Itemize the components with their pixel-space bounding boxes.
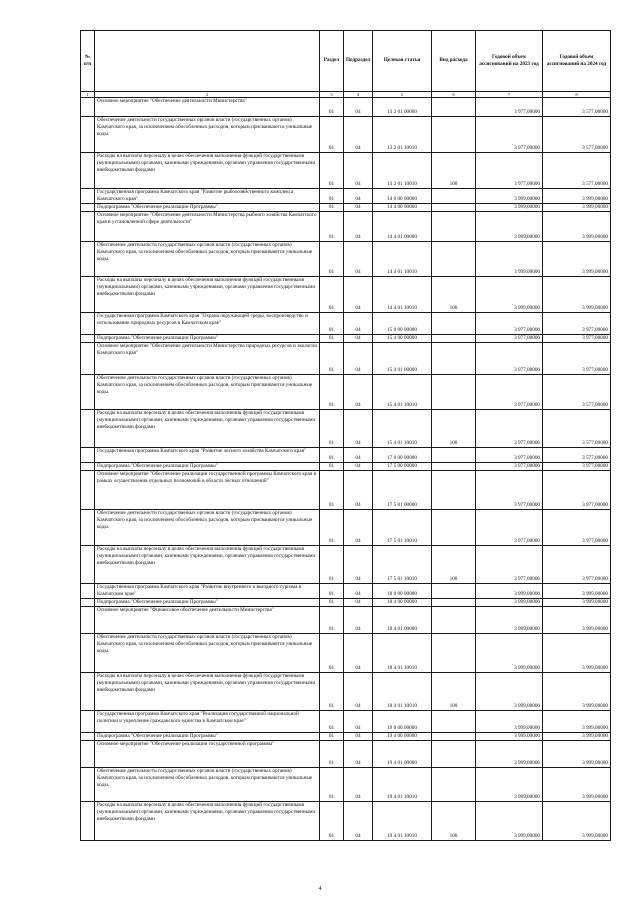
table-row [81,510,611,546]
name-cell: Подпрограмма "Обеспечение реализации Программы" [95,204,320,212]
table-row [81,584,611,599]
expense-type-cell [432,584,476,599]
volume-2023-cell: 3 999,00000 [476,733,543,741]
table-row [81,212,611,242]
table-row [81,375,611,410]
razdel-cell: 01 [320,510,344,546]
target-article-cell: 13 2 01 00000 [373,98,432,117]
podrazdel-cell: 04 [344,375,373,410]
table-row [81,277,611,313]
volume-2023-cell: 3 999,00000 [476,204,543,212]
expense-type-cell [432,607,476,634]
podrazdel-cell: 04 [344,607,373,634]
expense-type-cell [432,448,476,463]
volume-2024-cell: 3 577,00000 [543,98,611,117]
volume-2023-cell: 3 977,00000 [476,510,543,546]
header-expense-type: Вид расхода [432,31,476,92]
expense-type-cell [432,741,476,768]
num-cell [81,471,95,510]
podrazdel-cell: 04 [344,242,373,277]
razdel-cell: 01 [320,153,344,189]
table-row [81,471,611,510]
volume-2023-cell: 3 977,00000 [476,98,543,117]
target-article-cell: 17 0 00 00000 [373,448,432,463]
target-article-cell: 15 4 01 10010 [373,375,432,410]
num-cell [81,768,95,802]
budget-table [80,30,611,841]
column-number: 3 [320,92,344,98]
name-cell: Государственная программа Камчатского края "Охрана окружающей среды, воспроизводство и использование природных ресурсов в Камчатском крае" [95,313,320,335]
name-cell: Подпрограмма "Обеспечение реализации Программы" [95,463,320,471]
volume-2024-cell: 3 977,00000 [543,510,611,546]
column-number: 5 [373,92,432,98]
podrazdel-cell: 04 [344,153,373,189]
razdel-cell: 01 [320,741,344,768]
table-row [81,448,611,463]
target-article-cell: 14 4 01 00000 [373,212,432,242]
expense-type-cell [432,599,476,607]
column-number: 8 [543,92,611,98]
volume-2023-cell: 3 977,00000 [476,117,543,153]
table-row [81,242,611,277]
target-article-cell: 19 4 01 10010 [373,802,432,841]
name-cell: Подпрограмма "Обеспечение реализации Программы" [95,733,320,741]
volume-2023-cell: 3 999,00000 [476,277,543,313]
podrazdel-cell: 04 [344,410,373,448]
num-cell [81,153,95,189]
razdel-cell: 01 [320,117,344,153]
expense-type-cell [432,471,476,510]
name-cell: Основное мероприятие "Обеспечение деятельности Министерства рыбного хозяйства Камчатского края в установленной сфере деятельности" [95,212,320,242]
num-cell [81,711,95,733]
volume-2024-cell: 3 999,00000 [543,204,611,212]
podrazdel-cell: 04 [344,741,373,768]
expense-type-cell [432,375,476,410]
volume-2024-cell: 3 999,00000 [543,607,611,634]
volume-2023-cell: 3 999,00000 [476,212,543,242]
razdel-cell: 01 [320,98,344,117]
expense-type-cell [432,212,476,242]
target-article-cell: 19 4 00 00000 [373,733,432,741]
volume-2024-cell: 3 977,00000 [543,343,611,375]
column-number: 4 [344,92,373,98]
num-cell [81,410,95,448]
volume-2023-cell: 3 999,00000 [476,711,543,733]
volume-2024-cell: 3 999,00000 [543,741,611,768]
budget-table-sheet [80,30,610,841]
volume-2023-cell: 3 999,00000 [476,802,543,841]
target-article-cell: 14 4 01 10010 [373,242,432,277]
name-cell: Государственная программа Камчатского края "Развитие лесного хозяйства Камчатского края" [95,448,320,463]
num-cell [81,733,95,741]
table-row [81,768,611,802]
razdel-cell: 01 [320,607,344,634]
razdel-cell: 01 [320,189,344,204]
num-cell [81,463,95,471]
num-cell [81,802,95,841]
expense-type-cell [432,510,476,546]
num-cell [81,212,95,242]
volume-2023-cell: 3 977,00000 [476,448,543,463]
num-cell [81,673,95,711]
razdel-cell: 01 [320,711,344,733]
expense-type-cell [432,634,476,673]
name-cell: Расходы на выплаты персоналу в целях обеспечения выполнения функций государственными (муниципальными) органами, казенными учреждениями, органами управления государственными внебюджетными фондами [95,410,320,448]
num-cell [81,343,95,375]
table-row [81,410,611,448]
num-cell [81,607,95,634]
expense-type-cell [432,242,476,277]
name-cell: Подпрограмма "Обеспечение реализации Программы" [95,335,320,343]
volume-2024-cell: 3 999,00000 [543,634,611,673]
table-row [81,607,611,634]
volume-2024-cell: 3 577,00000 [543,117,611,153]
target-article-cell: 18 0 00 00000 [373,584,432,599]
header-row [81,31,611,92]
table-row [81,189,611,204]
razdel-cell: 01 [320,212,344,242]
volume-2023-cell: 3 977,00000 [476,463,543,471]
header-razdel: Раздел [320,31,344,92]
table-row [81,673,611,711]
razdel-cell: 01 [320,599,344,607]
table-row [81,98,611,117]
volume-2023-cell: 3 999,00000 [476,242,543,277]
num-cell [81,448,95,463]
target-article-cell: 18 4 01 10010 [373,634,432,673]
num-cell [81,313,95,335]
expense-type-cell [432,204,476,212]
volume-2023-cell: 3 999,00000 [476,741,543,768]
target-article-cell: 17 5 01 00000 [373,471,432,510]
target-article-cell: 14 4 01 10010 [373,277,432,313]
expense-type-cell [432,313,476,335]
podrazdel-cell: 04 [344,343,373,375]
table-row [81,634,611,673]
expense-type-cell: 100 [432,673,476,711]
name-cell: Государственная программа Камчатского края "Реализация государственной национальной политики и укрепление гражданского единства в Камчатском крае" [95,711,320,733]
razdel-cell: 01 [320,463,344,471]
volume-2023-cell: 3 999,00000 [476,599,543,607]
table-row [81,343,611,375]
podrazdel-cell: 04 [344,733,373,741]
podrazdel-cell: 04 [344,212,373,242]
num-cell [81,584,95,599]
num-cell [81,335,95,343]
volume-2024-cell: 3 977,00000 [543,546,611,584]
target-article-cell: 15 4 01 00000 [373,343,432,375]
num-cell [81,277,95,313]
target-article-cell: 15 0 00 00000 [373,313,432,335]
podrazdel-cell: 04 [344,117,373,153]
target-article-cell: 19 4 01 00000 [373,741,432,768]
volume-2024-cell: 3 977,00000 [543,471,611,510]
podrazdel-cell: 04 [344,277,373,313]
target-article-cell: 18 4 01 00000 [373,607,432,634]
expense-type-cell: 100 [432,546,476,584]
table-row [81,599,611,607]
expense-type-cell [432,733,476,741]
name-cell: Обеспечение деятельности государственных органов власти (государственных органов) Камчатского края, за исключением обособленных расходов, которым присваиваются уникальные коды. [95,634,320,673]
expense-type-cell [432,335,476,343]
table-row [81,153,611,189]
target-article-cell: 17 5 01 10010 [373,546,432,584]
expense-type-cell [432,463,476,471]
volume-2024-cell: 3 999,00000 [543,242,611,277]
podrazdel-cell: 04 [344,768,373,802]
podrazdel-cell: 04 [344,313,373,335]
num-cell [81,546,95,584]
razdel-cell: 01 [320,448,344,463]
volume-2023-cell: 3 999,00000 [476,768,543,802]
name-cell: Подпрограмма "Обеспечение реализации Программы" [95,599,320,607]
podrazdel-cell: 04 [344,802,373,841]
name-cell: Расходы на выплаты персоналу в целях обеспечения выполнения функций государственными (муниципальными) органами, казенными учреждениями, органами управления государственными внебюджетными фондами [95,153,320,189]
podrazdel-cell: 04 [344,448,373,463]
volume-2024-cell: 3 977,00000 [543,313,611,335]
volume-2024-cell: 3 577,00000 [543,448,611,463]
volume-2024-cell: 3 999,00000 [543,189,611,204]
column-number: 1 [81,92,95,98]
expense-type-cell: 100 [432,277,476,313]
table-row [81,733,611,741]
podrazdel-cell: 04 [344,546,373,584]
podrazdel-cell: 04 [344,189,373,204]
podrazdel-cell: 04 [344,204,373,212]
podrazdel-cell: 04 [344,634,373,673]
header-name [95,31,320,92]
num-cell [81,510,95,546]
table-row [81,463,611,471]
num-cell [81,599,95,607]
volume-2023-cell: 3 999,00000 [476,584,543,599]
column-number: 6 [432,92,476,98]
name-cell: Обеспечение деятельности государственных органов власти (государственных органов) Камчатского края, за исключением обособленных расходов, которым присваиваются уникальные коды. [95,768,320,802]
num-cell [81,117,95,153]
name-cell: Обеспечение деятельности государственных органов власти (государственных органов) Камчатского края, за исключением обособленных расходов, которым присваиваются уникальные коды. [95,242,320,277]
podrazdel-cell: 04 [344,471,373,510]
volume-2024-cell: 3 999,00000 [543,212,611,242]
volume-2023-cell: 3 977,00000 [476,546,543,584]
table-body [81,98,611,841]
table-row [81,711,611,733]
volume-2024-cell: 3 577,00000 [543,410,611,448]
expense-type-cell [432,768,476,802]
volume-2024-cell: 3 999,00000 [543,711,611,733]
volume-2023-cell: 3 999,00000 [476,189,543,204]
razdel-cell: 01 [320,802,344,841]
num-cell [81,242,95,277]
name-cell: Основное мероприятие "Обеспечение реализации государственной программы" [95,741,320,768]
razdel-cell: 01 [320,204,344,212]
podrazdel-cell: 04 [344,599,373,607]
volume-2023-cell: 3 977,00000 [476,471,543,510]
razdel-cell: 01 [320,546,344,584]
volume-2024-cell: 3 999,00000 [543,733,611,741]
name-cell: Обеспечение деятельности государственных органов власти (государственных органов) Камчатского края, за исключением обособленных расходов, которым присваиваются уникальные коды. [95,510,320,546]
razdel-cell: 01 [320,471,344,510]
volume-2023-cell: 3 999,00000 [476,607,543,634]
expense-type-cell [432,343,476,375]
name-cell: Обеспечение деятельности государственных органов власти (государственных органов) Камчатского края, за исключением обособленных расходов, которым присваиваются уникальные коды. [95,117,320,153]
podrazdel-cell: 04 [344,510,373,546]
razdel-cell: 01 [320,673,344,711]
target-article-cell: 17 5 00 00000 [373,463,432,471]
target-article-cell: 13 2 01 10010 [373,153,432,189]
podrazdel-cell: 04 [344,98,373,117]
expense-type-cell: 100 [432,153,476,189]
target-article-cell: 18 4 00 00000 [373,599,432,607]
table-row [81,546,611,584]
name-cell: Основное мероприятие "Обеспечение деятельности Министерства" [95,98,320,117]
podrazdel-cell: 04 [344,335,373,343]
name-cell: Расходы на выплаты персоналу в целях обеспечения выполнения функций государственными (муниципальными) органами, казенными учреждениями, органами управления государственными внебюджетными фондами [95,802,320,841]
razdel-cell: 01 [320,584,344,599]
table-row [81,117,611,153]
expense-type-cell [432,711,476,733]
table-row [81,802,611,841]
volume-2024-cell: 3 977,00000 [543,335,611,343]
razdel-cell: 01 [320,733,344,741]
num-cell [81,634,95,673]
volume-2023-cell: 3 977,00000 [476,335,543,343]
target-article-cell: 18 4 01 10010 [373,673,432,711]
num-cell [81,741,95,768]
target-article-cell: 19 4 01 10010 [373,768,432,802]
razdel-cell: 01 [320,343,344,375]
volume-2024-cell: 3 999,00000 [543,277,611,313]
table-row [81,313,611,335]
table-row [81,204,611,212]
target-article-cell: 15 4 01 10010 [373,410,432,448]
header-podrazdel: Подраздел [344,31,373,92]
num-cell [81,375,95,410]
volume-2023-cell: 3 977,00000 [476,153,543,189]
target-article-cell: 14 4 00 00000 [373,204,432,212]
volume-2024-cell: 3 577,00000 [543,375,611,410]
razdel-cell: 01 [320,313,344,335]
page-number: 4 [318,886,322,892]
razdel-cell: 01 [320,410,344,448]
razdel-cell: 01 [320,277,344,313]
podrazdel-cell: 04 [344,711,373,733]
volume-2024-cell: 3 577,00000 [543,153,611,189]
target-article-cell: 17 5 01 10010 [373,510,432,546]
target-article-cell: 15 4 00 00000 [373,335,432,343]
target-article-cell: 14 0 00 00000 [373,189,432,204]
podrazdel-cell: 04 [344,584,373,599]
target-article-cell: 13 2 01 10010 [373,117,432,153]
name-cell: Основное мероприятие "Финансовое обеспечение деятельности Министерства" [95,607,320,634]
volume-2024-cell: 3 999,00000 [543,802,611,841]
volume-2024-cell: 3 977,00000 [543,463,611,471]
volume-2024-cell: 3 999,00000 [543,768,611,802]
razdel-cell: 01 [320,634,344,673]
num-cell [81,204,95,212]
name-cell: Государственная программа Камчатского края "Развитие рыбохозяйственного комплекса Камчатского края" [95,189,320,204]
podrazdel-cell: 04 [344,463,373,471]
table-row [81,741,611,768]
volume-2024-cell: 3 999,00000 [543,673,611,711]
podrazdel-cell: 04 [344,673,373,711]
header-volume-2023: Годовой объем ассигнований на 2023 год [476,31,543,92]
volume-2024-cell: 3 999,00000 [543,584,611,599]
header-num: № п/п [81,31,95,92]
razdel-cell: 01 [320,768,344,802]
column-number: 7 [476,92,543,98]
expense-type-cell [432,189,476,204]
expense-type-cell: 100 [432,410,476,448]
volume-2023-cell: 3 999,00000 [476,673,543,711]
volume-2023-cell: 3 977,00000 [476,375,543,410]
expense-type-cell [432,98,476,117]
name-cell: Обеспечение деятельности государственных органов власти (государственных органов) Камчатского края, за исключением обособленных расходов, которым присваиваются уникальные коды. [95,375,320,410]
volume-2023-cell: 3 977,00000 [476,343,543,375]
razdel-cell: 01 [320,242,344,277]
expense-type-cell [432,117,476,153]
header-target-article: Целевая статья [373,31,432,92]
name-cell: Расходы на выплаты персоналу в целях обеспечения выполнения функций государственными (муниципальными) органами, казенными учреждениями, органами управления государственными внебюджетными фондами [95,546,320,584]
name-cell: Основное мероприятие "Обеспечение реализации государственной программы Камчатского края в рамках осуществления отдельных полномочий в области лесных отношений" [95,471,320,510]
num-cell [81,189,95,204]
volume-2023-cell: 3 977,00000 [476,313,543,335]
header-volume-2024: Годовой объем ассигнований на 2024 год [543,31,611,92]
column-number: 2 [95,92,320,98]
name-cell: Основное мероприятие "Обеспечение деятельности Министерства природных ресурсов и экологии Камчатского края" [95,343,320,375]
table-row [81,335,611,343]
name-cell: Расходы на выплаты персоналу в целях обеспечения выполнения функций государственными (муниципальными) органами, казенными учреждениями, органами управления государственными внебюджетными фондами [95,277,320,313]
razdel-cell: 01 [320,335,344,343]
volume-2023-cell: 3 999,00000 [476,634,543,673]
expense-type-cell: 100 [432,802,476,841]
name-cell: Расходы на выплаты персоналу в целях обеспечения выполнения функций государственными (муниципальными) органами, казенными учреждениями, органами управления государственными внебюджетными фондами [95,673,320,711]
name-cell: Государственная программа Камчатского края "Развитие внутреннего и въездного туризма в Камчатском крае" [95,584,320,599]
volume-2023-cell: 3 977,00000 [476,410,543,448]
razdel-cell: 01 [320,375,344,410]
target-article-cell: 19 0 00 00000 [373,711,432,733]
num-cell [81,98,95,117]
volume-2024-cell: 3 999,00000 [543,599,611,607]
